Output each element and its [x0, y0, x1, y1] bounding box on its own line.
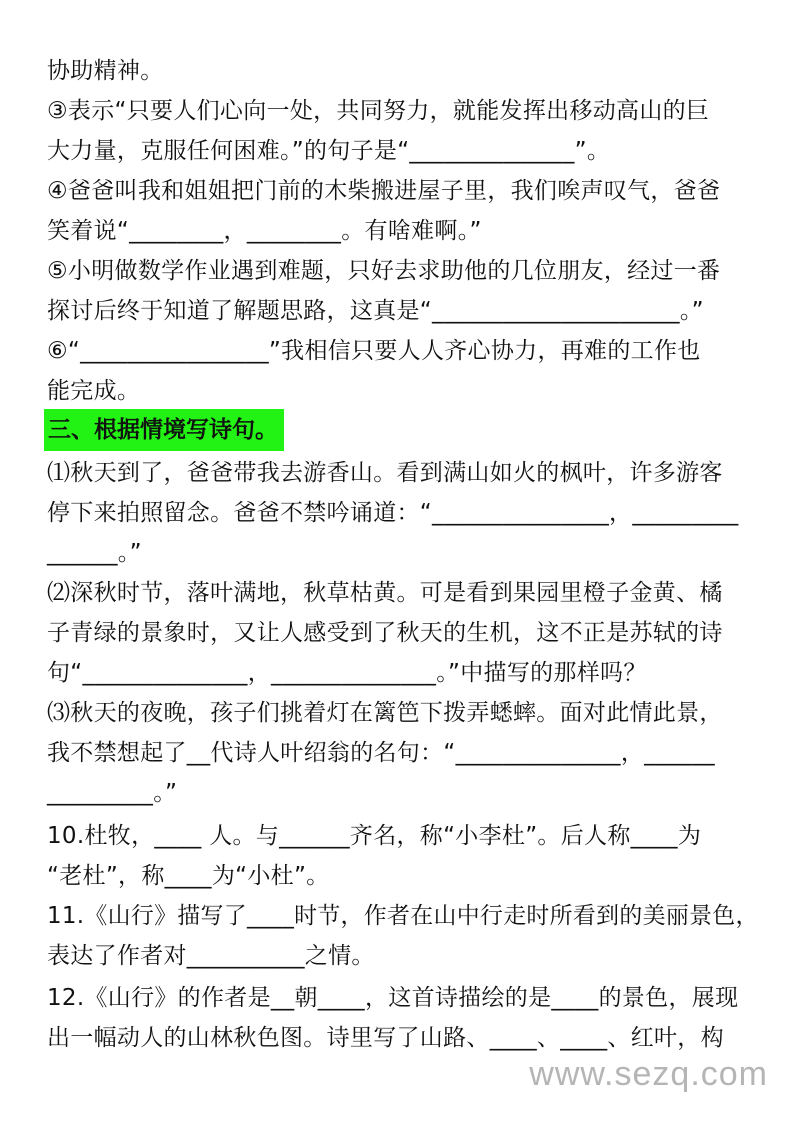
text-line: 10.杜牧，____ 人。与______齐名，称“小李杜”。后人称____为: [47, 823, 702, 849]
text-line: 探讨后终于知道了解题思路，这真是“_____________________。”: [47, 298, 704, 324]
text-line: 我不禁想起了__代诗人叶绍翁的名句：“______________，______: [47, 740, 715, 766]
text-line: _________。”: [47, 780, 178, 806]
text-line: ④爸爸叫我和姐姐把门前的木柴搬进屋子里，我们唉声叹气，爸爸: [47, 178, 721, 204]
watermark: www.sezq.com: [529, 1055, 768, 1093]
text-line: 子青绿的景象时，又让人感受到了秋天的生机，这不正是苏轼的诗: [47, 620, 723, 646]
text-line: ⑶秋天的夜晚，孩子们挑着灯在篱笆下拨弄蟋蟀。面对此情此景，: [47, 700, 723, 726]
text-line: 笑着说“________，________。有啥难啊。”: [47, 218, 482, 244]
section-heading: 三、根据情境写诗句。: [44, 409, 284, 451]
text-line: 能完成。: [47, 378, 141, 404]
text-line: ③表示“只要人们心向一处，共同努力，就能发挥出移动高山的巨: [47, 98, 710, 124]
text-line: 停下来拍照留念。爸爸不禁吟诵道：“_______________，_________: [47, 500, 739, 526]
text-line: 出一幅动人的山林秋色图。诗里写了山路、____、____、红叶，构: [47, 1025, 724, 1051]
text-line: 表达了作者对__________之情。: [47, 943, 375, 969]
text-line: ⑤小明做数学作业遇到难题，只好去求助他的几位朋友，经过一番: [47, 258, 721, 284]
text-line: 12.《山行》的作者是__朝____，这首诗描绘的是____的景色，展现: [47, 985, 739, 1011]
text-line: 11.《山行》描写了____时节，作者在山中行走时所看到的美丽景色，: [47, 903, 759, 929]
text-line: ⑥“________________”我相信只要人人齐心协力，再难的工作也: [47, 338, 701, 364]
text-line: 句“______________，______________。”中描写的那样吗？: [47, 660, 647, 686]
text-line: 大力量，克服任何困难。”的句子是“______________”。: [47, 138, 611, 164]
text-line: ⑴秋天到了，爸爸带我去游香山。看到满山如火的枫叶，许多游客: [47, 460, 723, 486]
text-line: 协助精神。: [47, 58, 164, 84]
text-line: “老杜”，称____为“小杜”。: [47, 863, 330, 889]
text-line: ______。”: [47, 540, 142, 566]
text-line: ⑵深秋时节，落叶满地，秋草枯黄。可是看到果园里橙子金黄、橘: [47, 580, 723, 606]
